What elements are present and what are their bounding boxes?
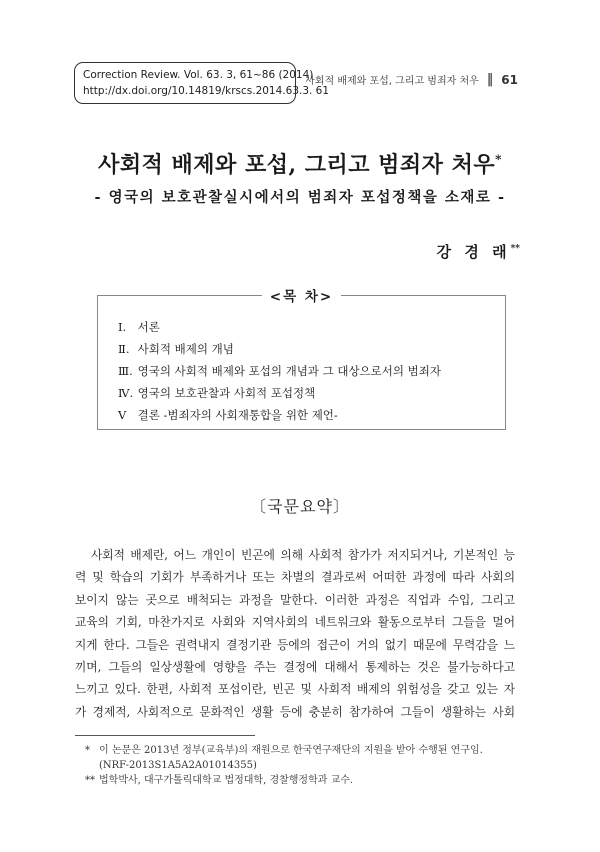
abstract-heading: 〔국문요약〕 (250, 497, 350, 516)
abstract-line: 보이지 않는 곳으로 배척되는 과정을 말한다. 이러한 과정은 직업과 수입, 그리고 (75, 592, 515, 607)
footnote-mark: * (85, 745, 90, 756)
doi-link[interactable]: http://dx.doi.org/10.14819/krscs.2014.63.3. 61 (83, 85, 330, 97)
toc-item[interactable] (118, 338, 441, 360)
abstract-line: 끼며, 그들의 일상생활에 영향을 주는 결정에 대해서 통제하는 것은 불가능하다고 (75, 659, 515, 674)
toc-item-label: 서론 (137, 320, 160, 334)
toc-item-number: Ⅰ. (118, 320, 127, 334)
footnote-mark: ** (85, 775, 95, 786)
running-head (300, 72, 518, 87)
toc-item-number: Ⅱ. (118, 342, 130, 356)
toc-item[interactable] (118, 316, 441, 338)
toc-item-number: Ⅴ (118, 408, 127, 422)
abstract-body (75, 544, 515, 723)
journal-citation: Correction Review. Vol. 63. 3, 61~86 (2014) (83, 69, 314, 81)
article-subtitle: - 영국의 보호관찰실시에서의 범죄자 포섭정책을 소재로 - (94, 189, 506, 206)
footnote (85, 743, 483, 758)
page-number: 61 (501, 72, 518, 87)
table-of-contents (97, 289, 506, 430)
toc-item[interactable] (118, 382, 441, 404)
footnote-text: 법학박사, 대구가톨릭대학교 법정대학, 경찰행정학과 교수. (99, 775, 354, 786)
author-name-text: 강 경 래 (436, 243, 511, 261)
toc-item-label: 결론 -범죄자의 사회재통합을 위한 제언- (137, 408, 338, 422)
toc-heading-wrap (98, 285, 505, 305)
abstract-line: 교육의 기회, 마찬가지로 사회와 지역사회의 네트워크와 활동으로부터 그들을 멀어 (75, 615, 515, 630)
footnote (85, 773, 483, 788)
footnote-continuation: (NRF-2013S1A5A2A01014355) (99, 760, 257, 771)
abstract-line: 지게 한다. 그들은 권력내지 결정기관 등에의 접근이 거의 없기 때문에 무력감을 느 (75, 637, 515, 652)
author-footnote-mark[interactable]: ** (510, 244, 520, 254)
toc-item-label: 영국의 보호관찰과 사회적 포섭정책 (137, 386, 316, 400)
toc-item-number: Ⅳ. (118, 386, 134, 400)
abstract-line: 느끼고 있다. 한편, 사회적 포섭이란, 빈곤 및 사회적 배제의 위험성을 갖고 있는 자 (75, 682, 515, 697)
journal-citation-box (74, 62, 330, 104)
toc-item[interactable] (118, 360, 441, 382)
toc-list (118, 316, 441, 426)
footnotes (85, 743, 483, 788)
running-head-separator: ‖ (486, 72, 494, 87)
title-footnote-mark[interactable]: * (495, 152, 502, 167)
abstract-line: 가 경제적, 사회적으로 문화적인 생활 등에 충분히 참가하여 그들이 생활하는 사회 (75, 704, 515, 719)
footnote-text: 이 논문은 2013년 정부(교육부)의 재원으로 한국연구재단의 지원을 받아 수행된 연구임. (99, 745, 483, 756)
toc-heading: <목 차> (262, 289, 341, 305)
toc-item-number: Ⅲ. (118, 364, 133, 378)
article-title (0, 148, 600, 179)
author-name (437, 241, 520, 262)
running-head-title: 사회적 배제와 포섭, 그리고 범죄자 처우 (305, 76, 479, 87)
article-title-text: 사회적 배제와 포섭, 그리고 범죄자 처우 (98, 152, 496, 178)
footnote-divider (75, 735, 255, 736)
abstract-line: 사회적 배제란, 어느 개인이 빈곤에 의해 사회적 참가가 저지되거나, 기본적인 능 (91, 548, 515, 562)
toc-item[interactable] (118, 404, 441, 426)
abstract-line: 력 및 학습의 기회가 부족하거나 또는 차별의 결과로써 어떠한 과정에 따라 사회의 (75, 570, 515, 585)
toc-item-label: 사회적 배제의 개념 (137, 342, 234, 356)
toc-item-label: 영국의 사회적 배제와 포섭의 개념과 그 대상으로서의 범죄자 (137, 364, 441, 378)
